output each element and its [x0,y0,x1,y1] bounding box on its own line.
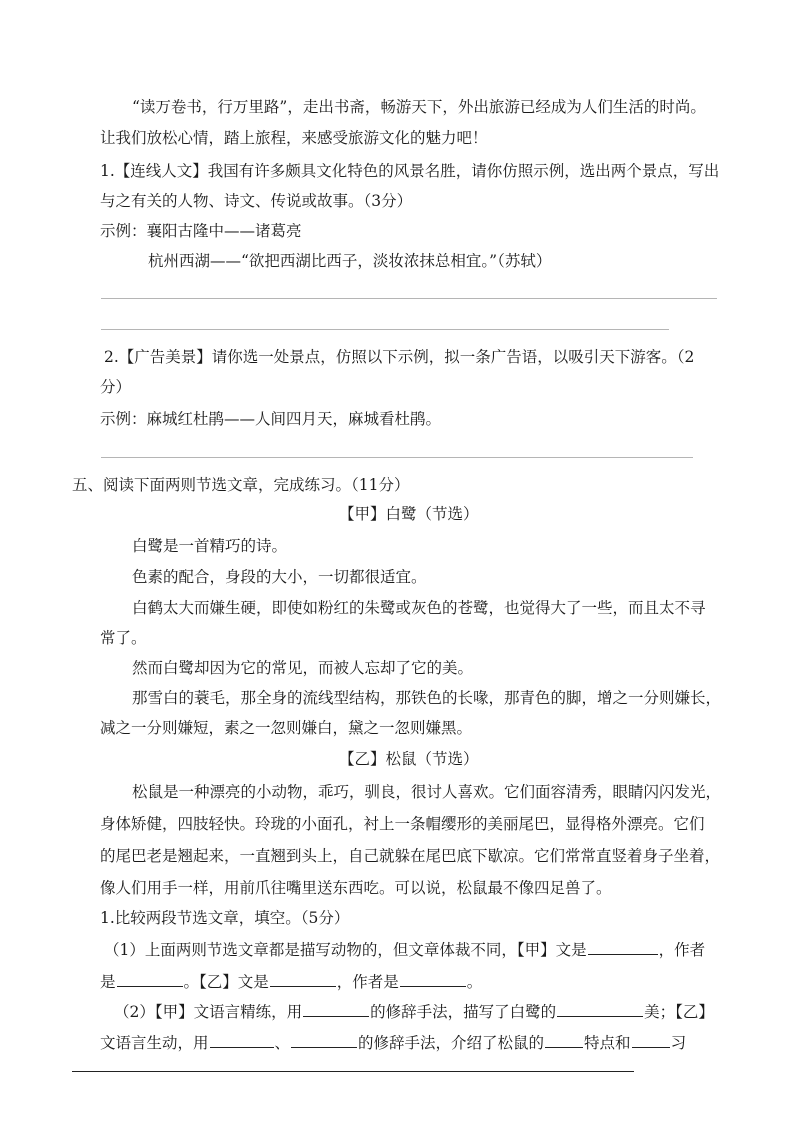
q1-answer-line-1[interactable] [101,298,717,299]
s5-q1-sub2-text-g: 特点和 [584,1034,631,1052]
passage-b-line-1: 松鼠是一种漂亮的小动物，乖巧，驯良，很讨人喜欢。它们面容清秀，眼睛闪闪发光， [132,783,722,801]
blank-squirrel-habit[interactable] [632,1031,670,1048]
blank-egret-beauty[interactable] [557,1000,643,1017]
blank-jia-genre[interactable] [588,938,658,955]
q2-line-2: 分） [100,378,132,396]
s5-q1-sub1-line-2 [100,970,482,993]
passage-a-p4: 然而白鹭却因为它的常见，而被人忘却了它的美。 [132,659,474,677]
blank-squirrel-feature[interactable] [545,1031,583,1048]
passage-a-p5-line-1: 那雪白的蓑毛，那全身的流线型结构，那铁色的长喙，那青色的脚，增之一分则嫌长， [132,689,722,707]
s5-q1-sub1-text-d: 。【乙】文是 [183,973,269,991]
section5-heading: 五、阅读下面两则节选文章，完成练习。（11分） [72,476,410,494]
q2-answer-line[interactable] [101,457,693,458]
s5-q1-sub2-text-h: 习 [670,1034,687,1052]
passage-b-line-3: 的尾巴老是翘起来，一直翘到头上，自己就躲在尾巴底下歇凉。它们常常直竖着身子坐着， [100,847,721,865]
s5-q1-sub2-text-f: 的修辞手法，介绍了松鼠的 [358,1034,545,1052]
q1-example-2: 杭州西湖——“欲把西湖比西子，淡妆浓抹总相宜。”（苏轼） [148,252,552,270]
passage-a-p3-line-2: 常了。 [100,629,147,647]
passage-a-p3-line-1: 白鹤太大而嫌生硬，即使如粉红的朱鹭或灰色的苍鹭，也觉得大了一些，而且太不寻 [132,599,706,617]
passage-a-p2: 色素的配合，身段的大小，一切都很适宜。 [132,568,427,586]
s5-q1-sub1-text-f: 。 [466,973,483,991]
s5-q1-sub2-text-e: 、 [274,1034,291,1052]
s5-q1-sub2-line-1 [114,1000,714,1023]
passage-a-p1: 白鹭是一首精巧的诗。 [132,537,288,555]
s5-q1-sub2-text-d: 文语言生动，用 [100,1034,209,1052]
q1-line-1: 1.【连线人文】我国有许多颇具文化特色的风景名胜，请你仿照示例，选出两个景点，写出 [100,162,720,180]
blank-yi-genre[interactable] [270,970,336,987]
s5-q1-sub2-line-2 [100,1031,686,1054]
s5-q1-sub1-line-1 [104,938,705,961]
passage-a-title: 【甲】白鹭（节选） [339,505,479,523]
passage-b-line-4: 像人们用手一样，用前爪往嘴里送东西吃。可以说，松鼠最不像四足兽了。 [100,879,612,897]
q1-answer-line-2[interactable] [101,329,669,330]
blank-jia-rhetoric[interactable] [303,1000,369,1017]
page-bottom-rule [72,1071,634,1072]
s5-q1-sub1-text-a: （1）上面两则节选文章都是描写动物的，但文章体裁不同，【甲】文是 [104,941,587,959]
blank-jia-author[interactable] [117,970,183,987]
s5-q1-sub2-text-a: （2）【甲】文语言精练，用 [114,1003,303,1021]
q1-example-1: 示例：襄阳古隆中——诸葛亮 [100,222,302,240]
blank-yi-author[interactable] [400,970,466,987]
q2-line-1: 2.【广告美景】请你选一处景点，仿照以下示例，拟一条广告语，以吸引天下游客。（2 [104,348,695,366]
s5-q1-sub1-text-e: ，作者是 [336,973,399,991]
s5-q1-sub1-text-c: 是 [100,973,116,991]
blank-yi-rhetoric-1[interactable] [210,1031,274,1048]
q1-line-2: 与之有关的人物、诗文、传说或故事。（3分） [100,192,413,210]
s5-q1-heading: 1.比较两段节选文章，填空。（5分） [100,909,350,927]
passage-b-title: 【乙】松鼠（节选） [339,750,479,768]
blank-yi-rhetoric-2[interactable] [291,1031,357,1048]
q2-example: 示例：麻城红杜鹃——人间四月天，麻城看杜鹃。 [100,410,442,428]
s5-q1-sub2-text-c: 美；【乙】 [644,1003,714,1021]
intro-line-1: “读万卷书，行万里路”，走出书斋，畅游天下，外出旅游已经成为人们生活的时尚。 [132,98,706,116]
s5-q1-sub2-text-b: 的修辞手法，描写了白鹭的 [370,1003,557,1021]
s5-q1-sub1-text-b: ，作者 [658,941,706,959]
intro-line-2: 让我们放松心情，踏上旅程，来感受旅游文化的魅力吧！ [100,129,488,147]
passage-a-p5-line-2: 减之一分则嫌短，素之一忽则嫌白，黛之一忽则嫌黑。 [100,719,473,737]
passage-b-line-2: 身体矫健，四肢轻快。玲珑的小面孔，衬上一条帽缨形的美丽尾巴，显得格外漂亮。它们 [100,815,705,833]
